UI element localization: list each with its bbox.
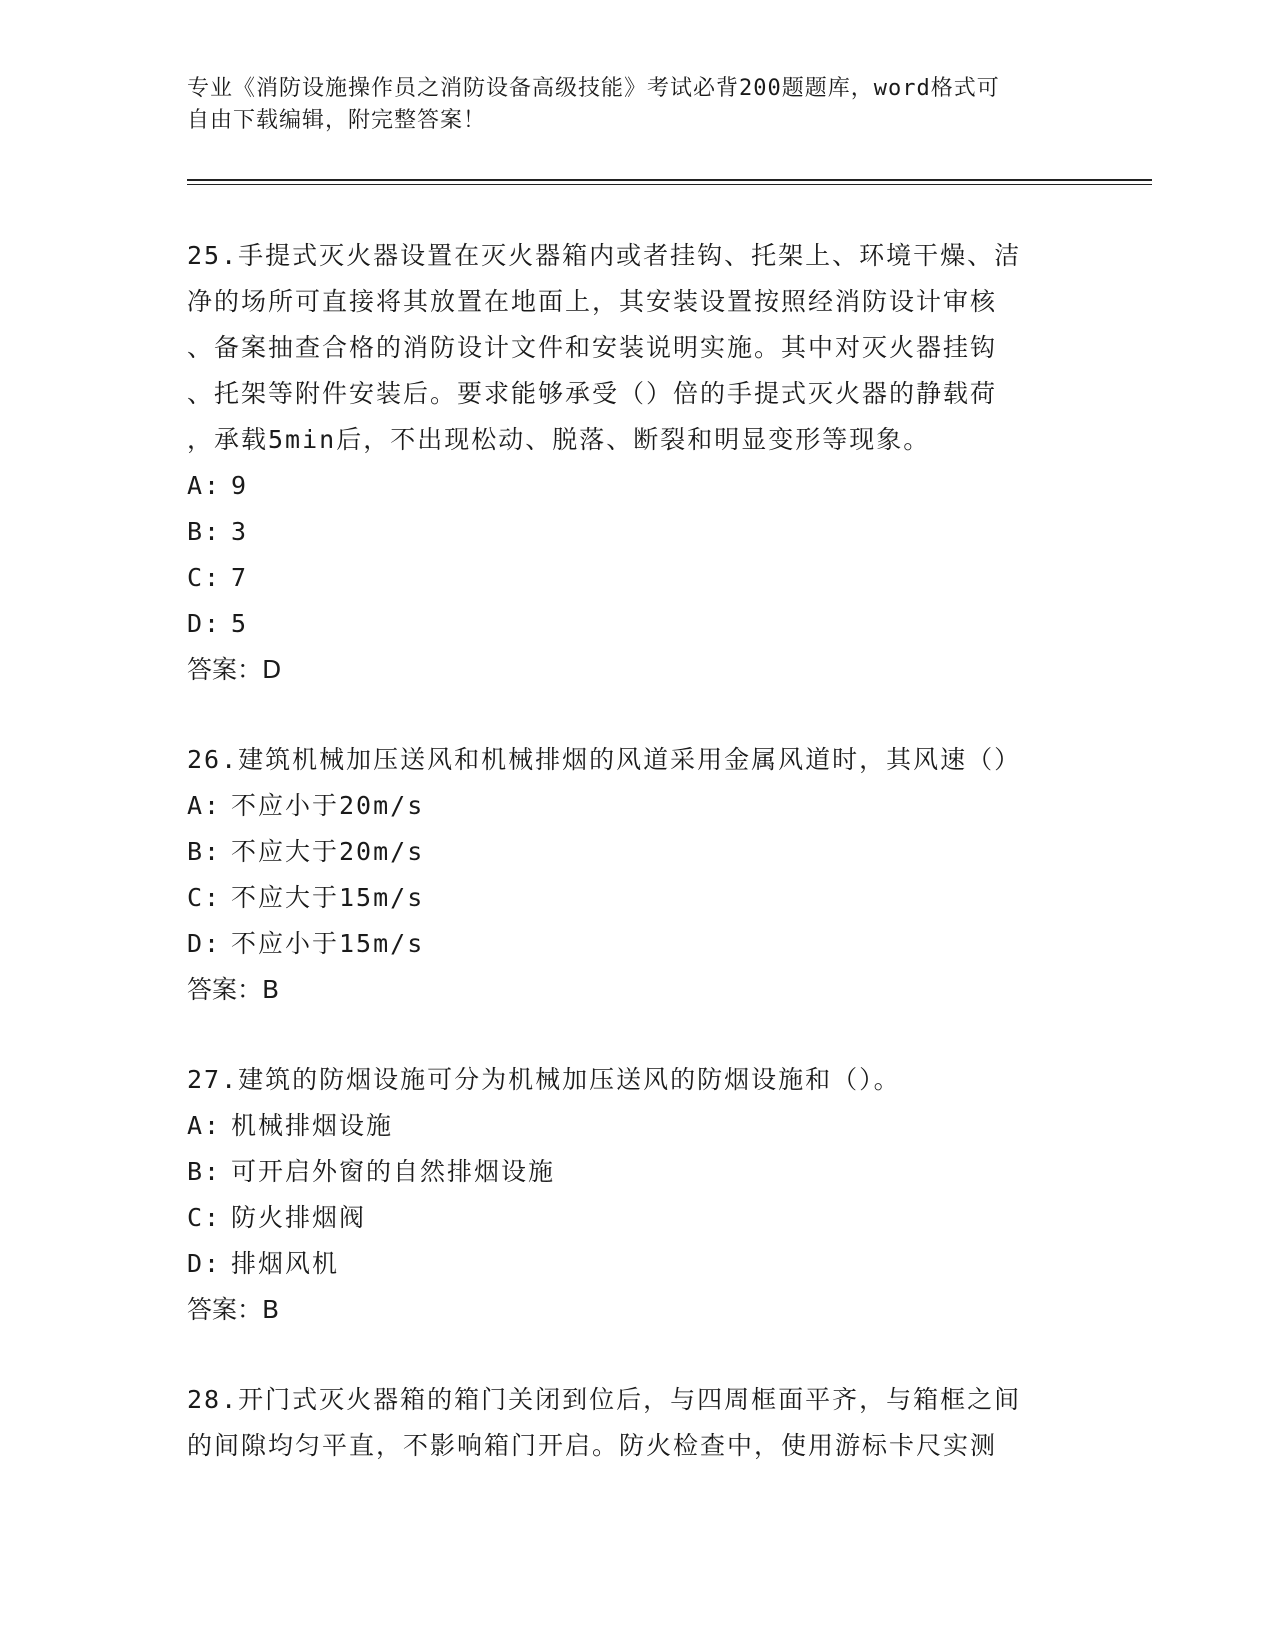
- option-d: [187, 1241, 1087, 1287]
- option-text: 5: [231, 609, 249, 638]
- question-stem: [187, 233, 1087, 463]
- option-letter: B:: [187, 837, 222, 866]
- stem-line: 27.建筑的防烟设施可分为机械加压送风的防烟设施和（）。: [187, 1065, 901, 1094]
- option-text: 不应大于20m/s: [231, 837, 425, 866]
- question-25: [187, 233, 1087, 693]
- option-letter: C:: [187, 883, 222, 912]
- option-text: 排烟风机: [231, 1249, 340, 1278]
- option-text: 可开启外窗的自然排烟设施: [231, 1157, 556, 1186]
- option-text: 3: [231, 517, 249, 546]
- option-text: 机械排烟设施: [231, 1111, 394, 1140]
- option-letter: D:: [187, 609, 222, 638]
- option-text: 不应大于15m/s: [231, 883, 425, 912]
- option-letter: B:: [187, 1157, 222, 1186]
- option-letter: C:: [187, 1203, 222, 1232]
- option-b: [187, 509, 1087, 555]
- option-letter: B:: [187, 517, 222, 546]
- document-header: [187, 73, 1067, 137]
- option-letter: D:: [187, 1249, 222, 1278]
- header-divider-thick: [187, 179, 1152, 181]
- answer-label: 答案：B: [187, 1295, 280, 1324]
- option-a: [187, 783, 1087, 829]
- option-d: [187, 921, 1087, 967]
- option-d: [187, 601, 1087, 647]
- stem-line: ，承载5min后，不出现松动、脱落、断裂和明显变形等现象。: [187, 425, 931, 454]
- option-c: [187, 555, 1087, 601]
- stem-line: 、备案抽查合格的消防设计文件和安装说明实施。其中对灭火器挂钩: [187, 333, 998, 362]
- option-c: [187, 1195, 1087, 1241]
- stem-line: 28.开门式灭火器箱的箱门关闭到位后，与四周框面平齐，与箱框之间: [187, 1385, 1022, 1414]
- header-line-2: 自由下载编辑，附完整答案！: [187, 108, 487, 133]
- option-c: [187, 875, 1087, 921]
- option-letter: C:: [187, 563, 222, 592]
- option-letter: A:: [187, 791, 222, 820]
- header-divider-thin: [187, 184, 1152, 185]
- option-b: [187, 829, 1087, 875]
- option-text: 9: [231, 471, 249, 500]
- option-text: 不应小于20m/s: [231, 791, 425, 820]
- question-stem: [187, 1057, 1087, 1103]
- question-stem: [187, 1377, 1087, 1469]
- option-text: 防火排烟阀: [231, 1203, 367, 1232]
- answer-label: 答案：D: [187, 655, 282, 684]
- option-a: [187, 1103, 1087, 1149]
- question-27: [187, 1057, 1087, 1333]
- question-28: [187, 1377, 1087, 1469]
- stem-line: 26.建筑机械加压送风和机械排烟的风道采用金属风道时，其风速（）: [187, 745, 1022, 774]
- stem-line: 的间隙均匀平直，不影响箱门开启。防火检查中，使用游标卡尺实测: [187, 1431, 998, 1460]
- option-letter: A:: [187, 1111, 222, 1140]
- option-b: [187, 1149, 1087, 1195]
- header-line-1: 专业《消防设施操作员之消防设备高级技能》考试必背200题题库，word格式可: [187, 76, 1000, 101]
- option-text: 不应小于15m/s: [231, 929, 425, 958]
- option-letter: D:: [187, 929, 222, 958]
- answer-label: 答案：B: [187, 975, 280, 1004]
- option-letter: A:: [187, 471, 222, 500]
- stem-line: 、托架等附件安装后。要求能够承受（）倍的手提式灭火器的静载荷: [187, 379, 998, 408]
- option-a: [187, 463, 1087, 509]
- stem-line: 净的场所可直接将其放置在地面上，其安装设置按照经消防设计审核: [187, 287, 998, 316]
- question-list: [187, 233, 1087, 1513]
- option-text: 7: [231, 563, 249, 592]
- stem-line: 25.手提式灭火器设置在灭火器箱内或者挂钩、托架上、环境干燥、洁: [187, 241, 1022, 270]
- question-stem: [187, 737, 1087, 783]
- question-26: [187, 737, 1087, 1013]
